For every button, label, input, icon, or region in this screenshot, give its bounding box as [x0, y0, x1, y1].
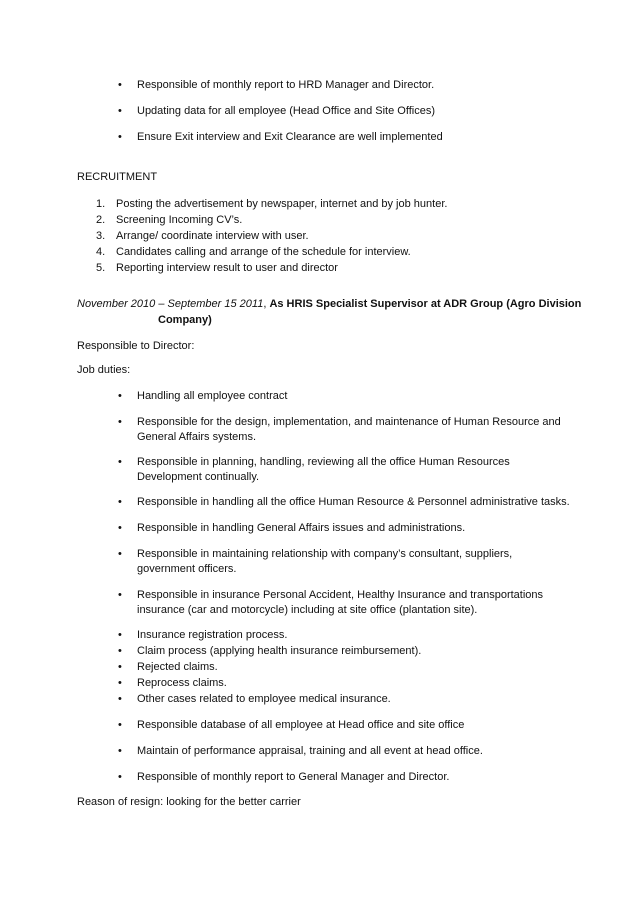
recruitment-item: Candidates calling and arrange of the schedule for interview.: [116, 246, 411, 258]
bullet-icon: •: [118, 745, 122, 757]
duty-text: Responsible database of all employee at Head office and site office: [137, 719, 465, 731]
reason-of-resign: Reason of resign: looking for the better carrier: [77, 796, 301, 808]
duty-text: Responsible of monthly report to General Manager and Director.: [137, 771, 450, 783]
bullet-icon: •: [118, 522, 122, 534]
duty-text: Responsible in maintaining relationship with company’s consultant, suppliers,: [137, 548, 513, 560]
recruitment-item: Arrange/ coordinate interview with user.: [116, 230, 309, 242]
recruitment-item: Screening Incoming CV’s.: [116, 214, 243, 226]
duty-text: Responsible in handling General Affairs issues and administrations.: [137, 522, 466, 534]
duty-text: Responsible for the design, implementation, and maintenance of Human Resource and: [137, 416, 561, 428]
bullet-icon: •: [118, 645, 122, 657]
duty-text: Maintain of performance appraisal, training and all event at head office.: [137, 745, 483, 757]
recruitment-item: Reporting interview result to user and director: [116, 262, 338, 274]
bullet-icon: •: [118, 496, 122, 508]
duty-text: Reprocess claims.: [137, 677, 227, 689]
duty-text: Claim process (applying health insurance reimbursement).: [137, 645, 422, 657]
list-number: 5.: [96, 262, 106, 274]
duty-text: Responsible in handling all the office Human Resource & Personnel administrative tasks.: [137, 496, 570, 508]
job-separator: ,: [263, 298, 270, 310]
responsible-to: Responsible to Director:: [77, 340, 195, 352]
duty-text-continued: insurance (car and motorcycle) including at site office (plantation site).: [137, 604, 478, 616]
top-bullet-text: Responsible of monthly report to HRD Manager and Director.: [137, 79, 435, 91]
bullet-icon: •: [118, 548, 122, 560]
bullet-icon: •: [118, 629, 122, 641]
bullet-icon: •: [118, 661, 122, 673]
job-title-continued: Company): [158, 314, 212, 326]
bullet-icon: •: [118, 105, 122, 117]
list-number: 3.: [96, 230, 106, 242]
duty-text-continued: Development continually.: [137, 471, 260, 483]
bullet-icon: •: [118, 677, 122, 689]
job-period: November 2010 – September 15 2011: [77, 298, 264, 310]
recruitment-item: Posting the advertisement by newspaper, internet and by job hunter.: [116, 198, 448, 210]
job-duties-label: Job duties:: [77, 364, 131, 376]
duty-text: Handling all employee contract: [137, 390, 288, 402]
duty-text: Other cases related to employee medical insurance.: [137, 693, 391, 705]
duty-text: Responsible in planning, handling, reviewing all the office Human Resources: [137, 456, 510, 468]
job-header-line: [77, 297, 581, 311]
bullet-icon: •: [118, 771, 122, 783]
bullet-icon: •: [118, 416, 122, 428]
job-title: As HRIS Specialist Supervisor at ADR Group (Agro Division: [269, 298, 582, 310]
duty-text: Insurance registration process.: [137, 629, 288, 641]
list-number: 1.: [96, 198, 106, 210]
duty-text: Responsible in insurance Personal Accident, Healthy Insurance and transportations: [137, 589, 544, 601]
duty-text: Rejected claims.: [137, 661, 218, 673]
bullet-icon: •: [118, 589, 122, 601]
bullet-icon: •: [118, 719, 122, 731]
top-bullet-text: Updating data for all employee (Head Office and Site Offices): [137, 105, 435, 117]
bullet-icon: •: [118, 131, 122, 143]
bullet-icon: •: [118, 390, 122, 402]
list-number: 4.: [96, 246, 106, 258]
top-bullet-text: Ensure Exit interview and Exit Clearance are well implemented: [137, 131, 443, 143]
bullet-icon: •: [118, 79, 122, 91]
duty-text-continued: government officers.: [137, 563, 237, 575]
bullet-icon: •: [118, 693, 122, 705]
recruitment-heading: RECRUITMENT: [77, 171, 158, 183]
duty-text-continued: General Affairs systems.: [137, 431, 257, 443]
bullet-icon: •: [118, 456, 122, 468]
list-number: 2.: [96, 214, 106, 226]
